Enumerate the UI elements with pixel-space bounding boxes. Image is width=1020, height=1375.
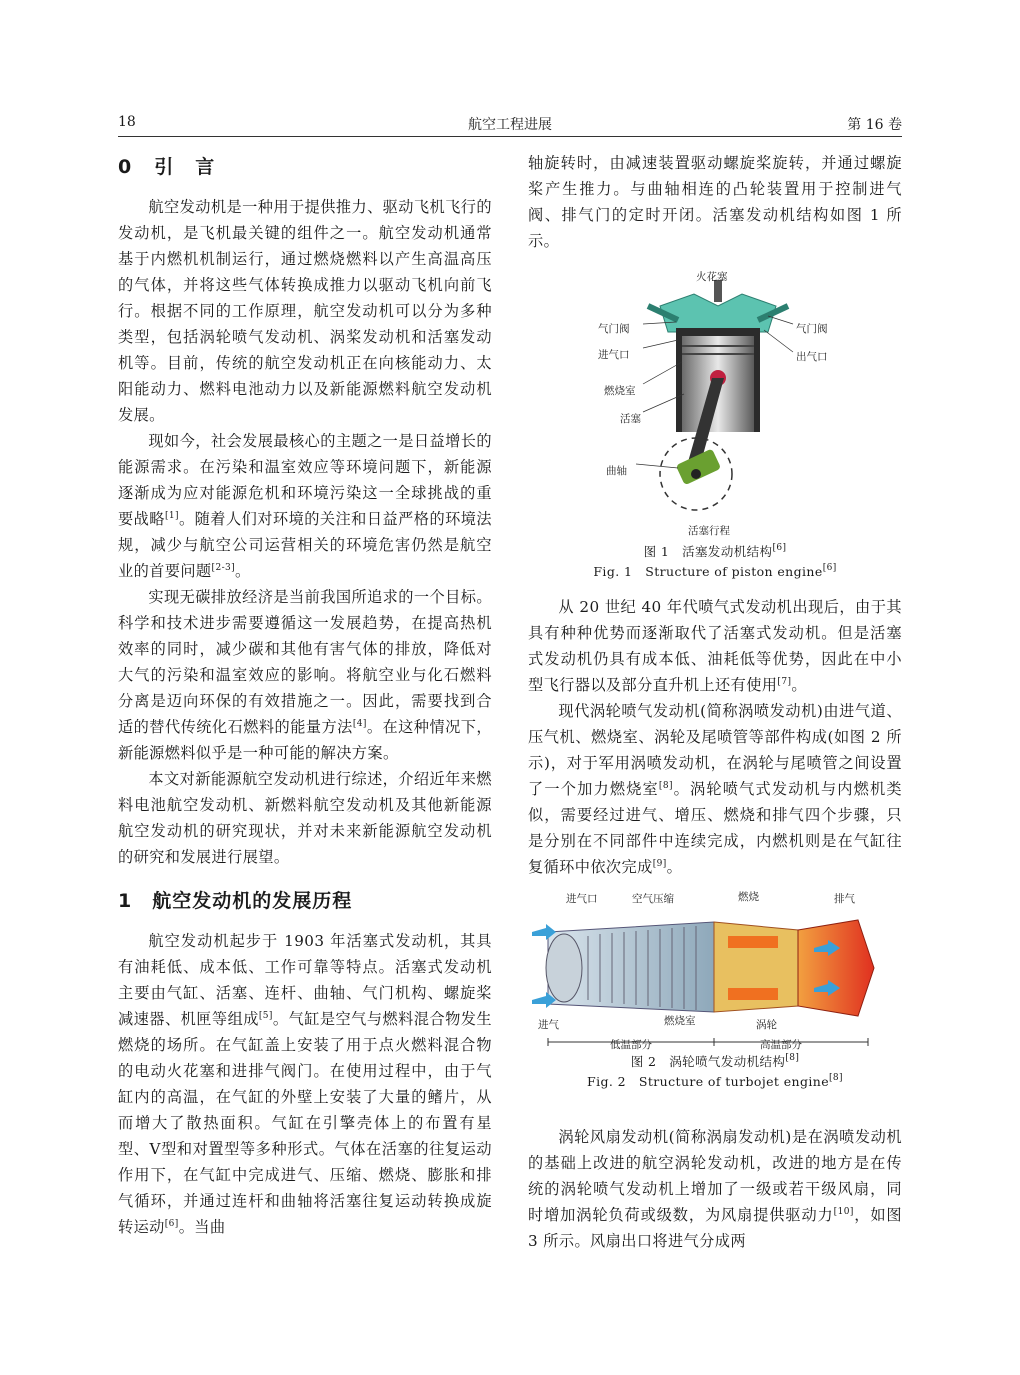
- label-air-compression: 空气压缩: [632, 893, 674, 905]
- label-intake: 进气: [538, 1019, 559, 1031]
- label-exhaust: 排气: [834, 893, 855, 905]
- label-valve-left: 气门阀: [598, 323, 630, 335]
- page-header: [118, 112, 902, 137]
- citation: [1]: [164, 511, 179, 521]
- section-number: 1: [118, 890, 133, 912]
- label-spark-plug: 火花塞: [696, 271, 728, 283]
- label-inlet: 进气口: [566, 893, 598, 905]
- label-low-temperature: 低温部分: [610, 1039, 652, 1051]
- flame-top-icon: [728, 936, 778, 948]
- section-title: 引言: [154, 156, 237, 178]
- label-piston: 活塞: [620, 413, 641, 425]
- figure-1: [528, 266, 902, 584]
- label-turbine: 涡轮: [756, 1019, 777, 1031]
- figure-2-caption: [528, 1052, 902, 1092]
- citation: [8]: [658, 781, 673, 791]
- section-1-paragraph-4: 涡轮风扇发动机(简称涡扇发动机)是在涡喷发动机的基础上改进的航空涡轮发动机，改进的地方是在传统的涡轮喷气发动机上增加了一级或若干级风扇，同时增加涡轮负荷或级数，为风扇提供驱动力[10]，如图 3 所示。风扇出口将进气分成两: [528, 1128, 902, 1250]
- label-burning: 燃烧: [738, 891, 759, 903]
- intro-paragraph-2: 现如今，社会发展最核心的主题之一是日益增长的能源需求。在污染和温室效应等环境问题下，新能源逐渐成为应对能源危机和环境污染这一全球挑战的重要战略[1]。随着人们对环境的关注和日益严格的环境法规，减少与航空公司运营相关的环境危害仍然是航空业的首要问题[2-3]。: [118, 432, 493, 580]
- journal-name: 航空工程进展: [468, 117, 552, 133]
- figure-2-caption-en: Fig. 2 Structure of turbojet engine[8]: [587, 1073, 843, 1089]
- left-column: [118, 150, 492, 1240]
- label-high-temperature: 高温部分: [760, 1039, 802, 1051]
- intro-paragraph-4: 本文对新能源航空发动机进行综述，介绍近年来燃料电池航空发动机、新燃料航空发动机及其他新能源航空发动机的研究现状，并对未来新能源航空发动机的研究和发展进行展望。: [118, 770, 492, 866]
- section-1-heading: [118, 884, 492, 918]
- intro-paragraph-3: 实现无碳排放经济是当前我国所追求的一个目标。科学和技术进步需要遵循这一发展趋势，在提高热机效率的同时，减少碳和其他有害气体的排放，降低对大气的污染和温室效应的影响。将航空业与化石燃料分离是迈向环保的有效措施之一。因此，需要找到合适的替代传统化石燃料的能量方法[4]。在这种情况下，新能源燃料似乎是一种可能的解决方案。: [118, 588, 492, 762]
- citation: [7]: [777, 677, 792, 687]
- citation: [5]: [258, 1011, 273, 1021]
- figure-2-caption-cn: 图 2 涡轮喷气发动机结构[8]: [630, 1053, 800, 1069]
- volume-label: 第 16 卷: [847, 117, 902, 133]
- figure-1-caption: [528, 542, 902, 582]
- nozzle-icon: [798, 920, 874, 1016]
- label-crankshaft: 曲轴: [606, 465, 627, 477]
- section-1-paragraph-1: 航空发动机起步于 1903 年活塞式发动机，其具有油耗低、成本低、工作可靠等特点。活塞式发动机主要由气缸、活塞、连杆、曲轴、气门机构、螺旋桨减速器、机匣等组成[5]。气缸是空气与燃料混合物发生燃烧的场所。在气缸盖上安装了用于点火燃料混合物的电动火花塞和进排气阀门。在使用过程中，由于气缸内的高温，在气缸的外壁上安装了大量的鳍片，从而增大了散热面积。气缸在引擎壳体上的布置有星型、V型和对置型等多种形式。气体在活塞的往复运动作用下，在气缸中完成进气、压缩、燃烧、膨胀和排气循环，并通过连杆和曲轴将活塞往复运动转换成旋转运动[6]。当曲: [118, 932, 492, 1236]
- page-number: 18: [118, 114, 136, 130]
- figure-2: [528, 892, 902, 1114]
- citation: [6]: [164, 1219, 179, 1229]
- piston-engine-diagram: [528, 266, 902, 536]
- label-combustion-chamber: 燃烧室: [604, 385, 636, 397]
- label-combustor: 燃烧室: [664, 1015, 696, 1027]
- flame-bottom-icon: [728, 988, 778, 1000]
- section-1-paragraph-2: 从 20 世纪 40 年代喷气式发动机出现后，由于其具有种种优势而逐渐取代了活塞式发动机。但是活塞式发动机仍具有成本低、油耗低等优势，因此在中小型飞行器以及部分直升机上还有使用[7]。: [528, 598, 902, 694]
- citation: [9]: [652, 859, 667, 869]
- section-0-heading: [118, 150, 492, 184]
- turbojet-engine-diagram: [528, 892, 902, 1062]
- section-1-paragraph-3: 现代涡轮喷气发动机(简称涡喷发动机)由进气道、压气机、燃烧室、涡轮及尾喷管等部件构成(如图 2 所示)，对于军用涡喷发动机，在涡轮与尾喷管之间设置了一个加力燃烧室[8]。涡轮喷气式发动机与内燃机类似，需要经过进气、增压、燃烧和排气四个步骤，只是分别在不同部件中连续完成，内燃机则是在气缸往复循环中依次完成[9]。: [528, 702, 902, 876]
- citation: [10]: [833, 1207, 854, 1217]
- label-inlet: 进气口: [598, 349, 630, 361]
- intro-paragraph-1: 航空发动机是一种用于提供推力、驱动飞机飞行的发动机，是飞机最关键的组件之一。航空发动机通常基于内燃机机制运行，通过燃烧燃料以产生高温高压的气体，并将这些气体转换成推力以驱动飞机向前飞行。根据不同的工作原理，航空发动机可以分为多种类型，包括涡轮喷气发动机、涡桨发动机和活塞发动机等。目前，传统的航空发动机正在向核能动力、太阳能动力、燃料电池动力以及新能源燃料航空发动机发展。: [118, 198, 492, 424]
- right-column: [528, 150, 902, 1254]
- intake-cone-icon: [546, 934, 582, 1002]
- citation: [4]: [352, 719, 367, 729]
- figure-1-caption-en: Fig. 1 Structure of piston engine[6]: [593, 563, 837, 579]
- citation: [2-3]: [211, 563, 236, 573]
- section-title: 航空发动机的发展历程: [152, 890, 353, 912]
- section-1-paragraph-1-continued: 轴旋转时，由减速装置驱动螺旋桨旋转，并通过螺旋桨产生推力。与曲轴相连的凸轮装置用于控制进气阀、排气门的定时开闭。活塞发动机结构如图 1 所示。: [528, 154, 902, 250]
- label-outlet: 出气口: [796, 351, 828, 363]
- section-number: 0: [118, 156, 133, 178]
- label-valve-right: 气门阀: [796, 323, 828, 335]
- figure-1-caption-cn: 图 1 活塞发动机结构[6]: [643, 543, 787, 559]
- label-piston-stroke: 活塞行程: [688, 525, 730, 537]
